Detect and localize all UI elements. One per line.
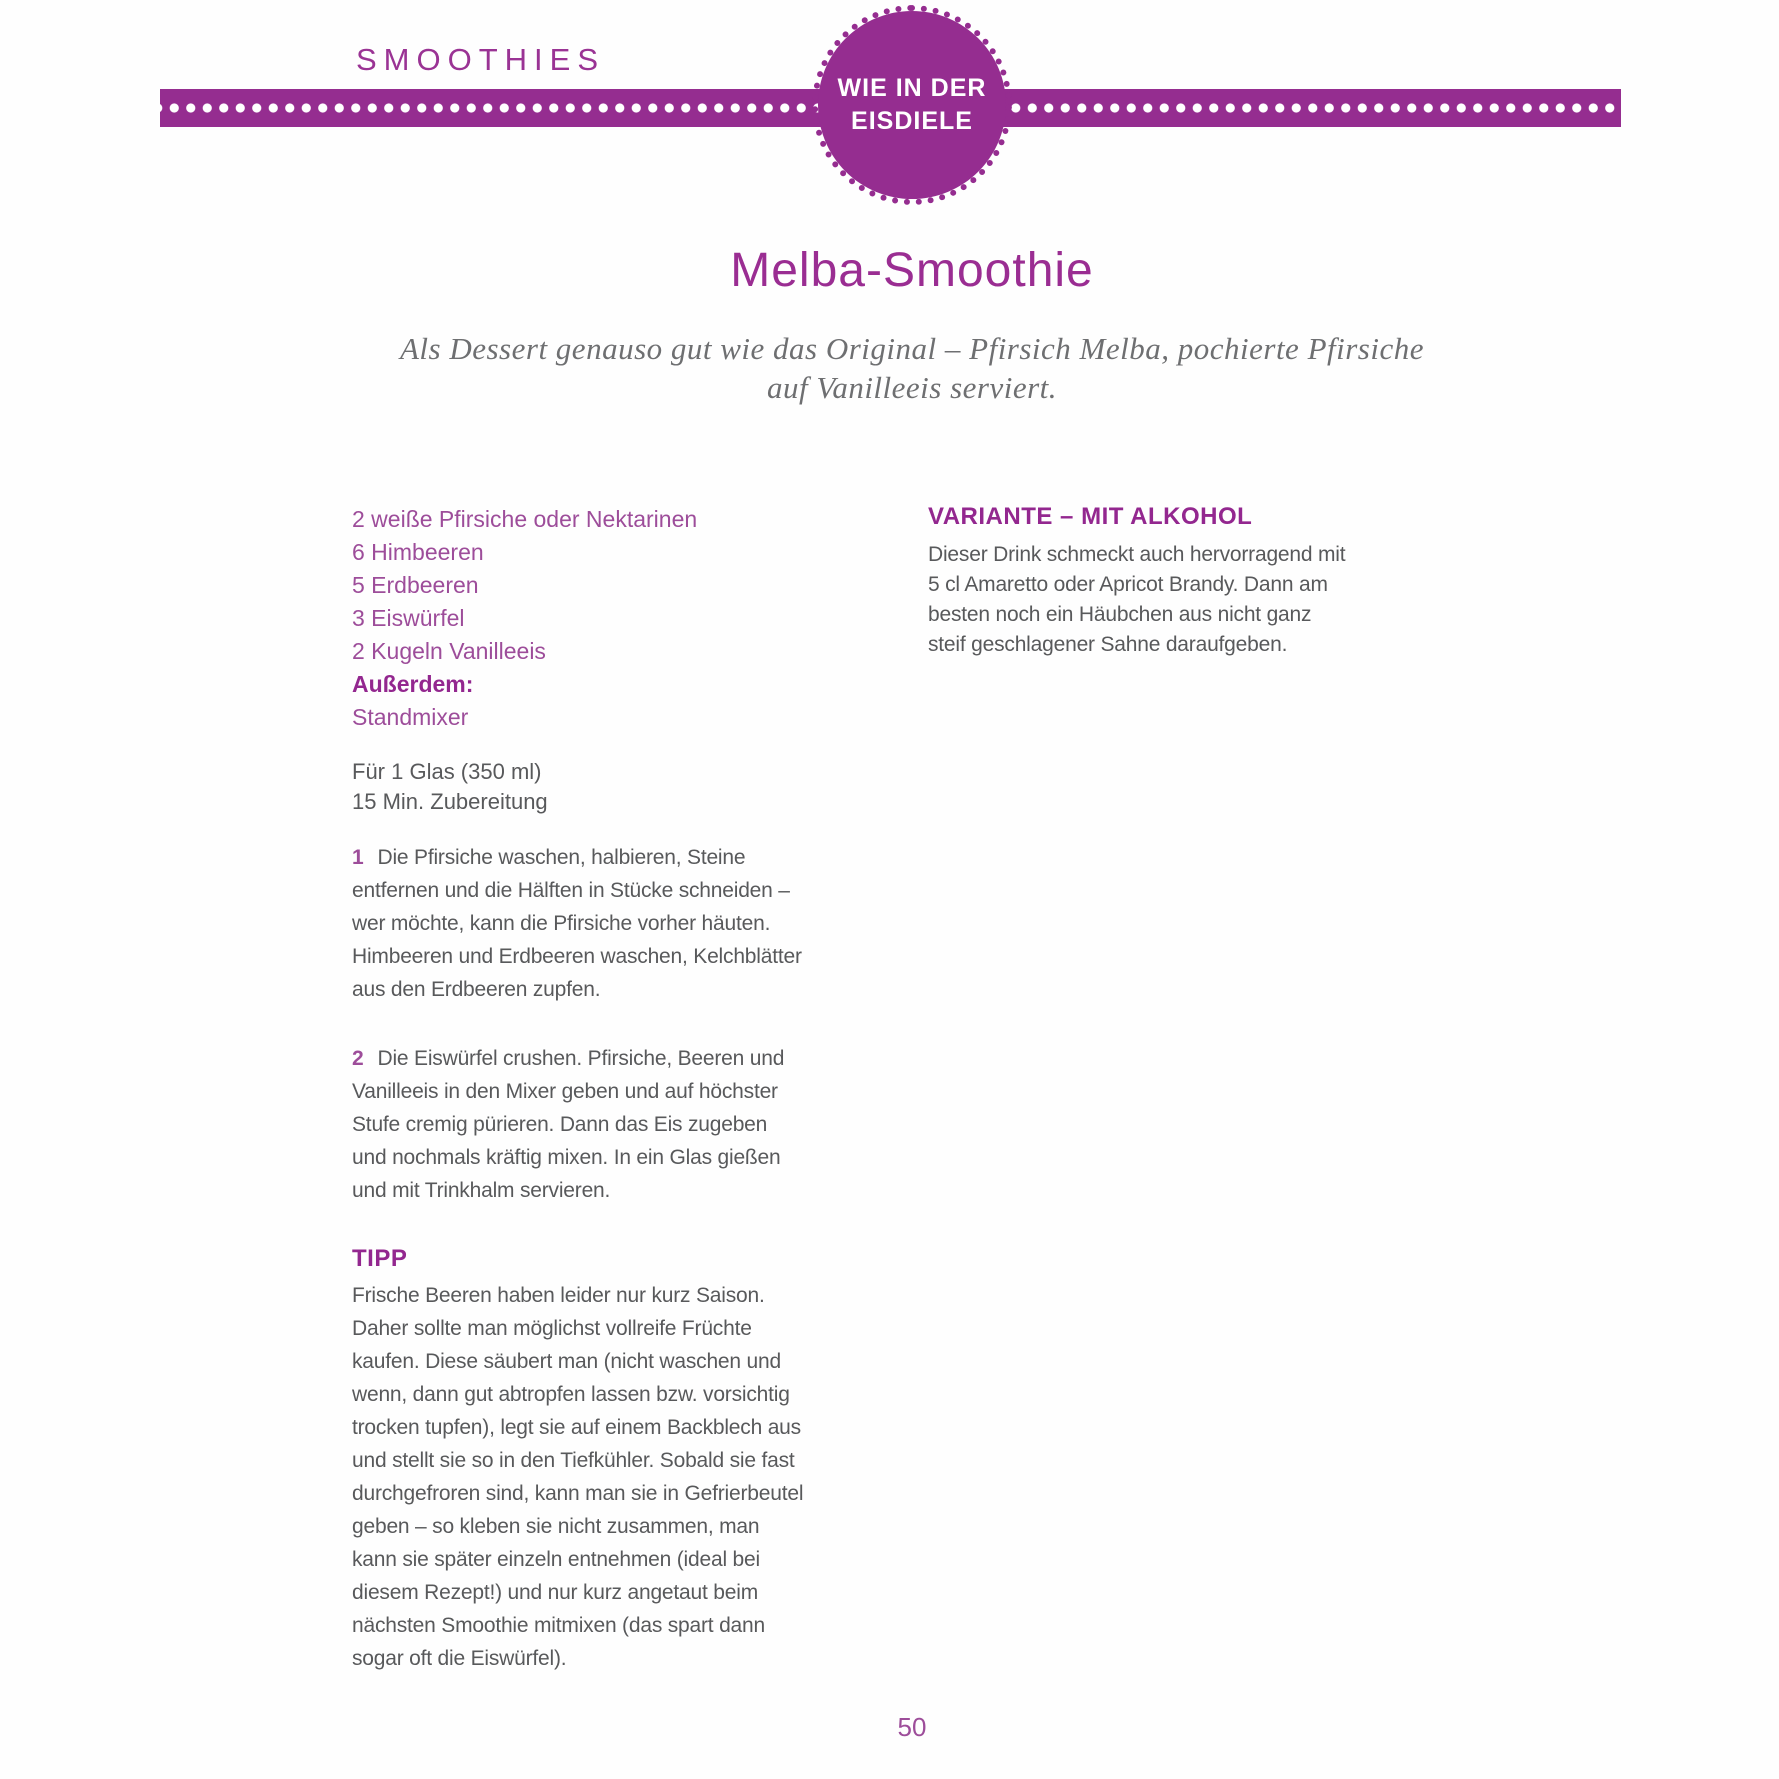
subtitle-line: auf Vanilleeis serviert.: [766, 370, 1058, 405]
ingredient-item: 5 Erdbeeren: [352, 572, 479, 598]
badge-text-line2: EISDIELE: [851, 107, 973, 135]
chapter-label: SMOOTHIES: [356, 42, 606, 77]
step-1-number: 1: [352, 846, 364, 869]
recipe-subtitle: [45, 329, 1779, 407]
step-2-text: Die Eiswürfel crushen. Pfirsiche, Beeren und Vanilleeis in den Mixer geben und auf höchster Stufe cremig pürieren. Dann das Eis zugeben und nochmals kräftig mixen. In ein Glas gießen und mit Trinkhalm servieren.: [352, 1047, 785, 1202]
step-2: [352, 1042, 807, 1207]
subtitle-line: Als Dessert genauso gut wie das Original – Pfirsich Melba, pochierte Pfirsiche: [399, 331, 1424, 366]
ingredient-item: 6 Himbeeren: [352, 539, 484, 565]
variant-heading: VARIANTE – MIT ALKOHOL: [928, 503, 1253, 530]
step-1: [352, 841, 807, 1006]
recipe-title: Melba-Smoothie: [730, 244, 1094, 297]
right-column: [928, 503, 1348, 660]
time-info: 15 Min. Zubereitung: [352, 789, 548, 814]
ingredient-extra-item: Standmixer: [352, 704, 469, 730]
chapter-badge: [812, 5, 1012, 205]
left-column: [352, 503, 807, 1675]
recipe-meta: [352, 757, 807, 817]
page-number: 50: [897, 1712, 927, 1742]
yield-info: Für 1 Glas (350 ml): [352, 759, 542, 784]
badge-text-line1: WIE IN DER: [837, 74, 987, 102]
ingredient-item: 2 Kugeln Vanilleeis: [352, 638, 546, 664]
tip-heading: TIPP: [352, 1245, 408, 1272]
step-1-text: Die Pfirsiche waschen, halbieren, Steine entfernen und die Hälften in Stücke schneiden – wer möchte, kann die Pfirsiche vorher häuten. Himbeeren und Erdbeeren waschen, Kelchblätter aus den Erdbeeren zupfen.: [352, 846, 802, 1001]
ingredient-extra-label: Außerdem:: [352, 671, 474, 697]
variant-text: Dieser Drink schmeckt auch hervorragend mit 5 cl Amaretto oder Apricot Brandy. Dann am besten noch ein Häubchen aus nicht ganz steif geschlagener Sahne daraufgeben.: [928, 543, 1346, 656]
ingredient-list: [352, 503, 807, 734]
tip-text: Frische Beeren haben leider nur kurz Saison. Daher sollte man möglichst vollreife Früchte kaufen. Diese säubert man (nicht waschen und wenn, dann gut abtropfen lassen bzw. vorsichtig trocken tupfen), legt sie auf einem Backblech aus und stellt sie so in den Tiefkühler. Sobald sie fast durchgefroren sind, kann man sie in Gefrierbeutel geben – so kleben sie nicht zusammen, man kann sie später einzeln entnehmen (ideal bei diesem Rezept!) und nur kurz angetaut beim nächsten Smoothie mitmixen (das spart dann sogar oft die Eiswürfel).: [352, 1284, 804, 1670]
ingredient-item: 3 Eiswürfel: [352, 605, 465, 631]
ingredient-item: 2 weiße Pfirsiche oder Nektarinen: [352, 506, 698, 532]
step-2-number: 2: [352, 1047, 364, 1070]
